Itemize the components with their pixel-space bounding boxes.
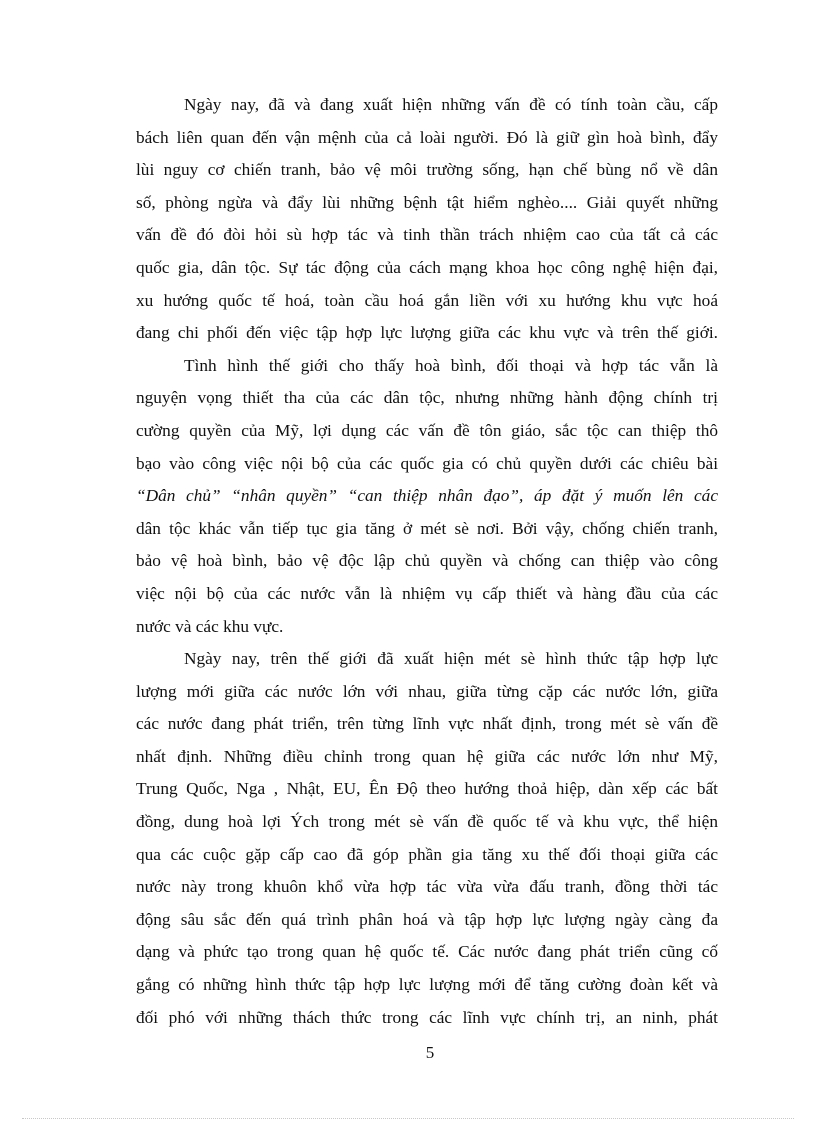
text-line: lượng mới giữa các nước lớn với nhau, giữa từng cặp các nước lớn, giữa [136, 681, 718, 701]
text-line: số, phòng ngừa và đẩy lùi những bệnh tật hiểm nghèo.... Giải quyết những [136, 192, 718, 212]
text-line: Trung Quốc, Nga , Nhật, EU, Ên Độ theo hướng thoả hiệp, dàn xếp các bất [136, 779, 718, 799]
text-line: quốc gia, dân tộc. Sự tác động của cách mạng khoa học công nghệ hiện đại, [136, 257, 718, 277]
page-number: 5 [425, 1043, 435, 1062]
text-line: nguyện vọng thiết tha của các dân tộc, nhưng những hành động chính trị [136, 388, 718, 408]
text-line: bạo vào công việc nội bộ của các quốc gia có chủ quyền dưới các chiêu bài [136, 453, 718, 473]
text-line: gắng có những hình thức tập hợp lực lượng mới để tăng cường đoàn kết và [136, 975, 718, 995]
text-line-italic-slogans [136, 480, 718, 513]
paragraph-world-situation [136, 350, 718, 643]
text-line: bách liên quan đến vận mệnh của cả loài người. Đó là giữ gìn hoà bình, đẩy [136, 127, 718, 147]
text-line: đang chi phối đến việc tập hợp lực lượng giữa các khu vực và trên thế giới. [136, 323, 718, 343]
body-text [136, 89, 718, 1034]
text-line: bảo vệ hoà bình, bảo vệ độc lập chủ quyền và chống can thiệp vào công [136, 551, 718, 571]
text-line: dân tộc khác vẫn tiếp tục gia tăng ở mét sè nơi. Bởi vậy, chống chiến tranh, [136, 518, 718, 538]
text-line: nước và các khu vực. [136, 616, 284, 636]
text-line: dạng và phức tạo trong quan hệ quốc tế. Các nước đang phát triển cũng cố [136, 942, 718, 962]
page-bottom-divider [22, 1118, 794, 1119]
text-line: các nước đang phát triển, trên từng lĩnh vực nhất định, trong mét sè vấn đề [136, 714, 718, 734]
paragraph-new-alignments [136, 643, 718, 1034]
text-line: vấn đề đó đòi hỏi sù hợp tác và tinh thần trách nhiệm cao của tất cả các [136, 225, 718, 245]
text-line: lùi nguy cơ chiến tranh, bảo vệ môi trường sống, hạn chế bùng nổ về dân [136, 160, 718, 180]
text-line: Ngày nay, đã và đang xuất hiện những vấn đề có tính toàn cầu, cấp [184, 95, 718, 114]
text-line: cường quyền của Mỹ, lợi dụng các vấn đề tôn giáo, sắc tộc can thiệp thô [136, 420, 718, 440]
text-line: động sâu sắc đến quá trình phân hoá và tập hợp lực lượng ngày càng đa [136, 909, 718, 929]
text-line: đồng, dung hoà lợi Ých trong mét sè vấn đề quốc tế và khu vực, thể hiện [136, 812, 718, 832]
text-line: Tình hình thế giới cho thấy hoà bình, đối thoại và hợp tác vẫn là [184, 355, 718, 375]
text-line: việc nội bộ của các nước vẫn là nhiệm vụ cấp thiết và hàng đầu của các [136, 583, 718, 603]
text-line: đối phó với những thách thức trong các lĩnh vực chính trị, an ninh, phát [136, 1007, 718, 1027]
text-line: qua các cuộc gặp cấp cao đã góp phần gia tăng xu thế đối thoại giữa các [136, 844, 718, 864]
text-line: nước này trong khuôn khổ vừa hợp tác vừa vừa đấu tranh, đồng thời tác [136, 877, 718, 897]
text-line: nhất định. Những điều chỉnh trong quan hệ giữa các nước lớn như Mỹ, [136, 746, 718, 766]
text-line: Ngày nay, trên thế giới đã xuất hiện mét sè hình thức tập hợp lực [184, 649, 718, 669]
paragraph-global-issues [136, 89, 718, 350]
text-line: xu hướng quốc tế hoá, toàn cầu hoá gắn liền với xu hướng khu vực hoá [136, 290, 718, 310]
italic-slogans: “Dân chủ” “nhân quyền” “can thiệp nhân đạo”, áp đặt ý muốn lên các [136, 486, 718, 506]
